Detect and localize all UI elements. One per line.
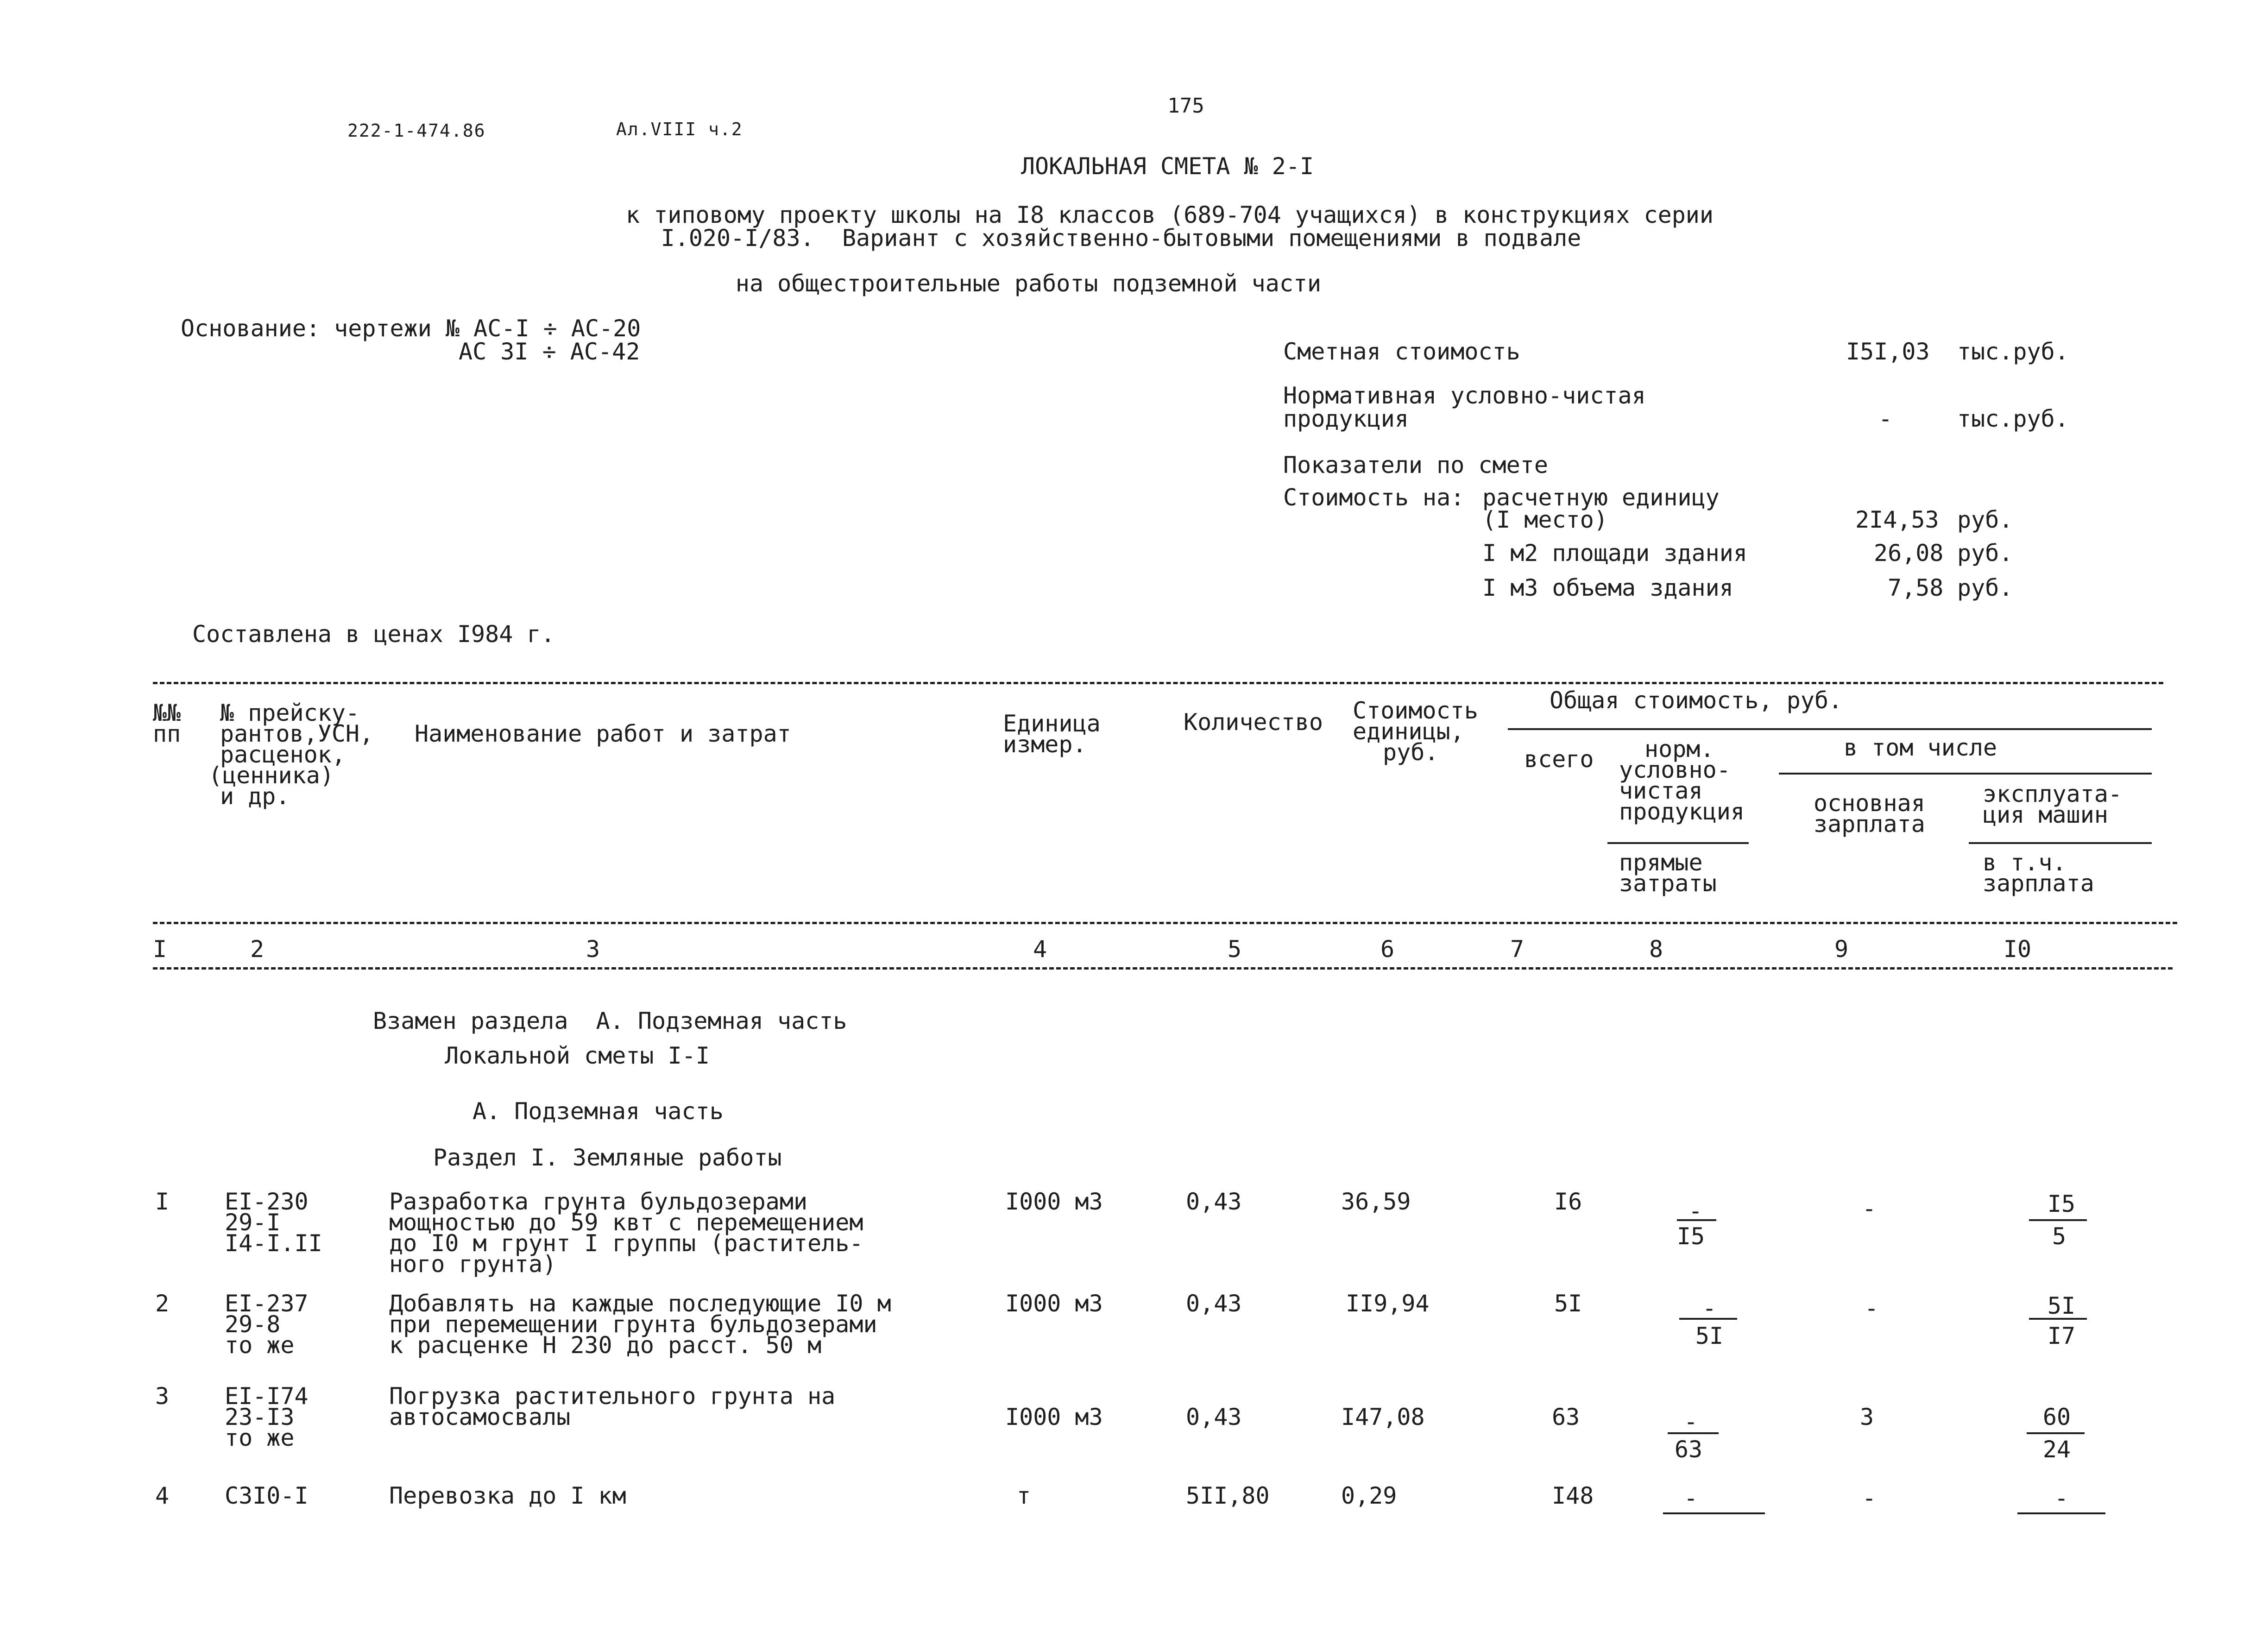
row-unit: I000 м3 [1005,1290,1103,1317]
row-name-line: Разработка грунта бульдозерами [389,1188,808,1215]
norm-product-value: - [1878,405,1893,432]
row-name-line: ного грунта) [389,1251,557,1278]
header-top-rule [153,682,2163,684]
row-code: ЕI-237 [225,1290,309,1317]
row-base-wage: - [1864,1295,1879,1322]
row-machines-top: 5I [2047,1292,2076,1319]
col2-header-3: расценок, [220,741,346,768]
estimated-cost-value: I5I,03 [1846,338,1930,365]
row-norm-top: - [1688,1197,1703,1224]
fraction-line [2029,1219,2087,1221]
row-norm-bottom: 5I [1695,1323,1724,1349]
total-cost-underline [1508,728,2152,730]
row-base-wage: - [1862,1485,1877,1512]
col8-header-1: норм. [1644,736,1714,762]
col2-header-5: и др. [220,783,290,810]
per-unit-label-2: (I место) [1482,506,1608,533]
row-number: 4 [155,1482,170,1509]
norm-product-label-1: Нормативная условно-чистая [1283,382,1646,409]
row-code: ЕI-I74 [225,1383,309,1410]
col6-header-3: руб. [1383,739,1439,766]
row-name-line: мощностью до 59 квт с перемещением [389,1209,863,1236]
row-number: 3 [155,1383,170,1410]
col9-header-1: основная [1814,790,1925,817]
col1-header-2: пп [153,720,181,747]
including-header: в том числе [1844,734,1997,761]
row-unit: т [1017,1482,1031,1509]
row-unit-price: 36,59 [1341,1188,1411,1215]
row-norm-top: - [1683,1485,1698,1512]
doc-subtitle-3: на общестроительные работы подземной части [735,270,1322,297]
row-name-line: Добавлять на каждые последующие I0 м [389,1290,891,1317]
norm-product-unit: тыс.руб. [1957,405,2069,432]
row-code: 29-I [225,1209,281,1236]
indicators-label: Показатели по смете [1283,452,1548,479]
col3-header: Наименование работ и затрат [415,720,791,747]
col-number: 3 [586,936,600,963]
per-m2-label: I м2 площади здания [1482,540,1747,567]
col10-header-1: эксплуата- [1983,781,2123,807]
col-number: I0 [2003,936,2032,963]
row-total: 5I [1554,1290,1582,1317]
row-quantity: 0,43 [1186,1404,1242,1430]
row-total: I48 [1552,1482,1594,1509]
per-m2-unit: руб. [1957,540,2013,567]
col10-header-3: в т.ч. [1983,849,2066,876]
subsection-title: Раздел I. Земляные работы [433,1144,782,1171]
col8-header-3: чистая [1619,777,1703,804]
col4-header-1: Единица [1003,710,1101,737]
total-cost-header: Общая стоимость, руб. [1550,687,1843,714]
col-number: 9 [1834,936,1849,963]
col-number: 7 [1510,936,1525,963]
col8-header-6: затраты [1619,870,1717,897]
row-name-line: до I0 м грунт I группы (раститель- [389,1230,863,1257]
doc-title: ЛОКАЛЬНАЯ СМЕТА № 2-I [1021,153,1314,180]
row-unit-price: I47,08 [1341,1404,1425,1430]
per-m3-unit: руб. [1957,574,2013,601]
row-norm-top: - [1702,1295,1717,1322]
fraction-line [2017,1512,2105,1514]
estimated-cost-unit: тыс.руб. [1957,338,2069,365]
row-unit-price: 0,29 [1341,1482,1397,1509]
col2-header-1: № прейску- [220,699,360,726]
col2-header-2: рантов,УСН, [220,720,374,747]
col-number: 5 [1227,936,1242,963]
fraction-line [1668,1432,1719,1434]
col8-underline [1607,842,1749,844]
col4-header-2: измер. [1003,731,1087,758]
row-norm-bottom: I5 [1676,1223,1705,1250]
replace-section-line-2: Локальной сметы I-I [445,1042,710,1069]
col-number: 8 [1649,936,1663,963]
row-machines-bottom: I7 [2047,1323,2076,1349]
col1-header-1: №№ [153,699,181,726]
row-norm-top: - [1683,1408,1698,1435]
album-ref: Ал.VIII ч.2 [616,119,743,139]
row-name-line: к расценке Н 230 до расст. 50 м [389,1332,822,1359]
replace-section-line-1: Взамен раздела А. Подземная часть [373,1008,847,1034]
row-base-wage: - [1862,1195,1877,1222]
part-title: А. Подземная часть [472,1098,724,1125]
fraction-line [1677,1219,1716,1221]
col2-header-4: (ценника) [208,762,334,789]
col10-header-2: ция машин [1983,801,2108,828]
col8-header-4: продукция [1619,798,1745,825]
row-machines-bottom: 24 [2042,1436,2071,1463]
row-code: то же [225,1332,295,1359]
per-m3-value: 7,58 [1888,574,1944,601]
row-unit: I000 м3 [1005,1404,1103,1430]
col-number: 4 [1033,936,1047,963]
including-underline [1779,773,2152,775]
norm-product-label-2: продукция [1283,405,1409,432]
col7-header: всего [1524,746,1594,773]
row-unit: I000 м3 [1005,1188,1103,1215]
per-unit-unit: руб. [1957,506,2013,533]
row-number: 2 [155,1290,170,1317]
row-unit-price: II9,94 [1346,1290,1430,1317]
column-numbers-rule [153,967,2173,970]
col6-header-2: единицы, [1353,718,1464,745]
doc-subtitle-1: к типовому проекту школы на I8 классов (689-704 учащихся) в конструкциях серии [626,202,1714,228]
row-machines-top: - [2054,1485,2069,1512]
row-name-line: автосамосвалы [389,1404,571,1430]
doc-subtitle-2: I.020-I/83. Вариант с хозяйственно-бытовыми помещениями в подвале [661,225,1581,252]
per-m2-value: 26,08 [1874,540,1944,567]
row-code: 23-I3 [225,1404,295,1430]
col5-header: Количество [1184,709,1323,736]
col-number: 2 [250,936,265,963]
basis-line-1: Основание: чертежи № АС-I ÷ АС-20 [181,315,641,342]
row-name-line: Перевозка до I км [389,1482,626,1509]
col6-header-1: Стоимость [1353,697,1478,724]
fraction-line [1679,1318,1737,1320]
fraction-line [1663,1512,1765,1514]
col8-header-5: прямые [1619,849,1703,876]
doc-code: 222-1-474.86 [347,120,486,141]
estimated-cost-label: Сметная стоимость [1283,338,1520,365]
row-total: I6 [1554,1188,1582,1215]
page-number: 175 [1167,94,1204,118]
col-number: I [152,936,167,963]
prices-year: Составлена в ценах I984 г. [192,621,555,648]
per-m3-label: I м3 объема здания [1482,574,1733,601]
row-code: 29-8 [225,1311,281,1338]
row-number: I [155,1188,170,1215]
header-bottom-rule [153,922,2177,924]
col8-header-2: условно- [1619,756,1731,783]
row-quantity: 0,43 [1186,1188,1242,1215]
row-quantity: 0,43 [1186,1290,1242,1317]
col-number: 6 [1380,936,1395,963]
per-unit-label-1: расчетную единицу [1482,484,1720,511]
row-code: ЕI-230 [225,1188,309,1215]
cost-on-label: Стоимость на: [1283,484,1465,511]
fraction-line [2027,1432,2085,1434]
basis-line-2: АС 3I ÷ АС-42 [459,338,640,365]
row-code: то же [225,1424,295,1451]
row-name-line: Погрузка растительного грунта на [389,1383,836,1410]
row-norm-bottom: 63 [1674,1436,1703,1463]
per-unit-value: 2I4,53 [1855,506,1939,533]
row-code: I4-I.II [225,1230,322,1257]
row-name-line: при перемещении грунта бульдозерами [389,1311,877,1338]
row-machines-top: I5 [2047,1190,2076,1217]
row-code: С3I0-I [225,1482,309,1509]
fraction-line [2029,1318,2087,1320]
row-base-wage: 3 [1859,1404,1874,1430]
row-machines-bottom: 5 [2052,1223,2066,1250]
row-quantity: 5II,80 [1186,1482,1270,1509]
col9-header-2: зарплата [1814,811,1925,838]
col10-underline [1969,842,2152,844]
col10-header-4: зарплата [1983,870,2094,897]
row-machines-top: 60 [2042,1404,2071,1430]
row-total: 63 [1552,1404,1580,1430]
